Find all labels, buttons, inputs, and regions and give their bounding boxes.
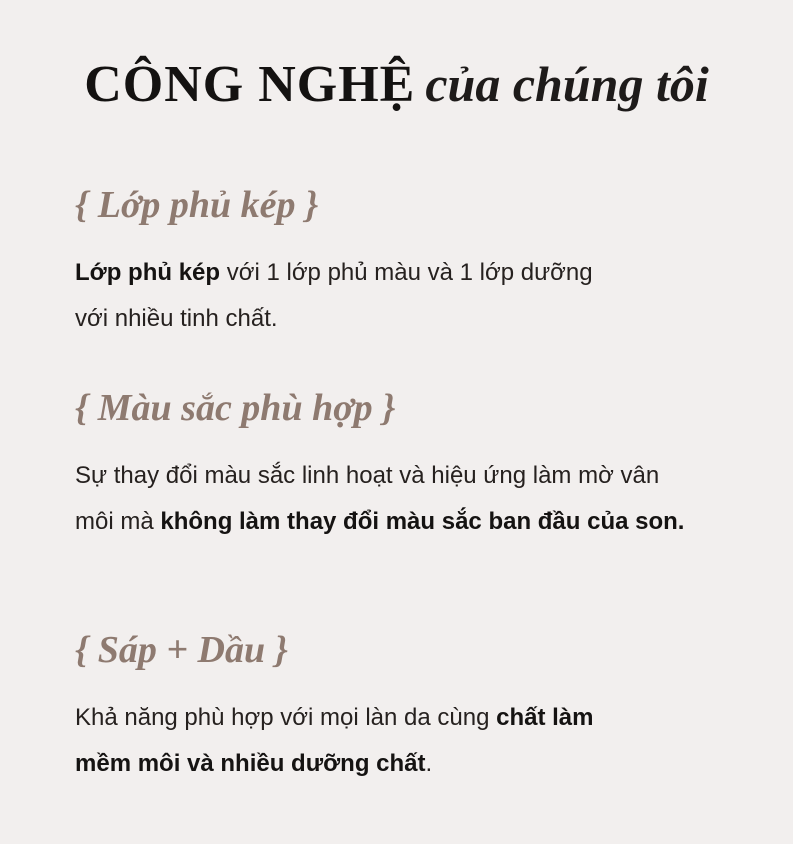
description-text: . [425, 750, 433, 777]
description-text: Khả năng phù hợp với mọi làn da cùng [75, 704, 497, 731]
description-text: Sự thay đổi màu sắc linh hoạt và hiệu ứng làm mờ vân [75, 462, 660, 489]
page-title [0, 56, 793, 114]
description-bold: không làm thay đổi màu sắc ban đầu của son. [160, 508, 685, 535]
section-description [75, 250, 755, 342]
section-description [75, 695, 755, 787]
section-heading: { Sáp + Dầu } [75, 629, 288, 671]
description-bold: mềm môi và nhiều dưỡng chất [75, 750, 426, 777]
section-matching-color [75, 385, 755, 545]
description-text: với nhiều tinh chất. [75, 305, 278, 332]
description-text: với 1 lớp phủ màu và 1 lớp dưỡng [220, 259, 593, 286]
section-heading: { Lớp phủ kép } [75, 184, 319, 226]
description-bold: Lớp phủ kép [75, 259, 221, 286]
section-wax-oil [75, 627, 755, 787]
section-heading: { Màu sắc phù hợp } [75, 387, 396, 429]
title-italic: của chúng tôi [425, 56, 709, 113]
description-text: môi mà [75, 508, 161, 535]
description-bold: chất làm [496, 704, 594, 731]
section-double-coating [75, 182, 755, 342]
section-description [75, 453, 755, 545]
title-strong: CÔNG NGHỆ [84, 56, 416, 114]
